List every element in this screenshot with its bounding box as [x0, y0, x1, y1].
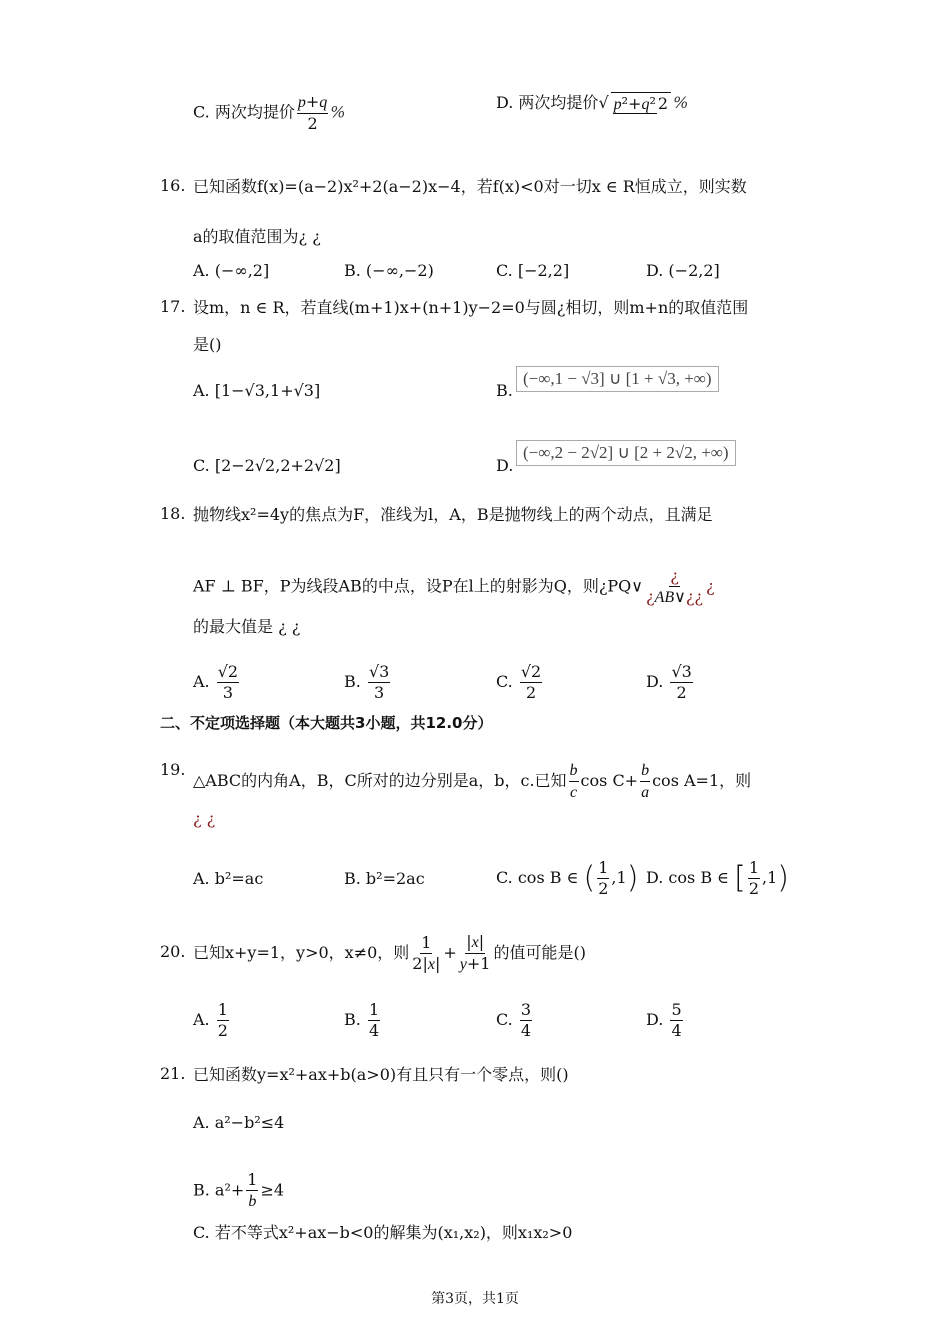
fraction: p²+q² 2: [611, 92, 671, 115]
q18-option-c: [496, 662, 544, 703]
q16-option-d: D. (−2,2]: [646, 261, 720, 280]
q20-option-d: [646, 1000, 685, 1041]
fraction: $\frac{1}{2|x|}$: [412, 932, 441, 973]
q15-option-d-label: D. 两次均提价: [496, 93, 599, 112]
q16-option-c: C. [−2,2]: [496, 261, 570, 280]
q19-number: 19.: [160, 760, 186, 779]
q18-option-c-label: C.: [496, 672, 513, 691]
q21-option-a: A. a²−b²≤4: [193, 1113, 285, 1132]
q17-option-b-formula: (−∞,1 − √3] ∪ [1 + √3, +∞): [516, 366, 719, 392]
fraction: $\frac{√2}{3}$: [217, 662, 239, 702]
section-heading: 二、不定项选择题（本大题共3小题，共12.0分）: [160, 714, 493, 732]
q17-stem-line1: 设m，n ∈ R，若直线(m+1)x+(n+1)y−2=0与圆¿相切，则m+n的取值范围: [193, 298, 749, 317]
q20-stem-text-b: 的值可能是(): [493, 943, 586, 962]
q17-stem-line2: 是(): [193, 335, 222, 354]
q17-option-b-label: B.: [496, 381, 513, 400]
q20-option-b-label: B.: [344, 1010, 361, 1029]
fraction: $\frac{1}{2}$: [598, 858, 609, 898]
fraction: $\frac{p+q}{2}$: [297, 92, 328, 133]
q20-option-b: [344, 1000, 382, 1041]
fraction: $\frac{b}{c}$: [569, 762, 578, 801]
q21-option-b-tail: ≥4: [260, 1180, 285, 1200]
fraction: $\frac{1}{b}$: [247, 1170, 258, 1210]
q16-stem-line2: a的取值范围为¿ ¿: [193, 227, 321, 246]
fraction: $\frac{1}{2}$: [748, 858, 760, 898]
fraction: $\frac{b}{a}$: [641, 762, 650, 801]
q16-number: 16.: [160, 176, 186, 195]
fraction: $\frac{1}{2}$: [217, 1000, 228, 1040]
q18-option-a: [193, 662, 241, 703]
q19-stem-text-b: cos C+: [580, 771, 639, 790]
q17-option-c: C. [2−2√2,2+2√2]: [193, 456, 341, 475]
q18-stem-line1: 抛物线x²=4y的焦点为F，准线为l，A，B是抛物线上的两个动点，且满足: [193, 505, 713, 524]
q17-option-b-image: [516, 366, 719, 392]
q18-number: 18.: [160, 504, 186, 523]
fraction: $\frac{√3}{3}$: [368, 662, 390, 702]
fraction: $\frac{3}{4}$: [520, 1000, 532, 1040]
q15-option-c-label: C. 两次均提价: [193, 102, 295, 122]
q20-option-a-label: A.: [193, 1010, 210, 1029]
q21-stem-line1: 已知函数y=x²+ax+b(a>0)有且只有一个零点，则(): [193, 1065, 569, 1084]
q16-stem-line1: 已知函数f(x)=(a−2)x²+2(a−2)x−4，若f(x)<0对一切x ∈ R恒成立，则实数: [193, 177, 747, 196]
q17-option-d-image: [516, 440, 736, 466]
q20-option-c-label: C.: [496, 1010, 513, 1029]
q20-stem-line1: 已知x+y=1，y>0，x≠0，则 $\frac{1}{2|x|}$ + $\frac{|x|}{y+1}$ 的值可能是(): [193, 932, 586, 973]
q20-number: 20.: [160, 942, 186, 961]
page-footer: 第3页，共1页: [431, 1291, 519, 1307]
q19-option-d: D. cos B ∈ [ $\frac{1}{2}$ ,1): [646, 858, 789, 898]
q21-option-c: C. 若不等式x²+ax−b<0的解集为(x₁,x₂)，则x₁x₂>0: [193, 1223, 573, 1242]
q18-option-b-label: B.: [344, 672, 361, 691]
q18-option-a-label: A.: [193, 672, 210, 691]
q21-option-b-label: B. a²+: [193, 1180, 245, 1200]
q18-stem-line2-text: AF ⊥ BF，P为线段AB的中点，设P在l上的射影为Q，则¿PQ∨: [193, 576, 643, 596]
q17-option-d-label: D.: [496, 456, 514, 475]
q17-number: 17.: [160, 297, 186, 316]
q20-option-a: [193, 1000, 231, 1041]
q19-stem-line2: ¿ ¿: [193, 809, 216, 828]
q17-option-d-formula: (−∞,2 − 2√2] ∪ [2 + 2√2, +∞): [516, 440, 736, 466]
q21-option-b: [193, 1170, 284, 1212]
fraction: $\frac{1}{4}$: [368, 1000, 380, 1040]
q18-option-b: [344, 662, 392, 703]
q19-option-d-label: D. cos B ∈: [646, 868, 730, 887]
q19-option-a: A. b²=ac: [193, 869, 264, 888]
q20-stem-text-a: 已知x+y=1，y>0，x≠0，则: [193, 943, 410, 962]
q19-option-c-label: C. cos B ∈: [496, 868, 579, 887]
fraction: $\frac{5}{4}$: [671, 1000, 682, 1040]
q19-stem-text-c: cos A=1，则: [652, 771, 752, 790]
q16-option-a: A. (−∞,2]: [193, 261, 270, 280]
fraction: $\frac{|x|}{y+1}$: [459, 932, 491, 973]
q16-option-b: B. (−∞,−2): [344, 261, 434, 280]
q17-option-a: A. [1−√3,1+√3]: [193, 381, 321, 400]
fraction: $\frac{√3}{2}$: [671, 662, 692, 702]
fraction: $\frac{√2}{2}$: [520, 662, 542, 702]
q18-option-d-label: D.: [646, 672, 664, 691]
fraction: $\frac{¿}{¿AB\vee¿¿}$: [646, 566, 703, 606]
q21-number: 21.: [160, 1064, 186, 1083]
q20-option-c: [496, 1000, 534, 1041]
q19-option-b: B. b²=2ac: [344, 869, 425, 888]
q18-stem-line3: 的最大值是 ¿ ¿: [193, 617, 301, 636]
q19-stem-text-a: △ABC的内角A，B，C所对的边分别是a，b，c.已知: [193, 771, 567, 790]
q18-option-d: [646, 662, 695, 703]
q15-option-d: D. 两次均提价√ p²+q² 2 %: [496, 93, 689, 113]
q19-option-c: C. cos B ∈ ( $\frac{1}{2}$ ,1): [496, 858, 639, 898]
q18-stem-line2: AF ⊥ BF，P为线段AB的中点，设P在l上的射影为Q，则¿PQ∨ $\frac{¿}{¿AB\vee¿¿}$ ¿: [193, 566, 715, 606]
q20-option-d-label: D.: [646, 1010, 664, 1029]
q19-stem-line1: [193, 760, 751, 803]
q15-option-c: C. 两次均提价 $\frac{p+q}{2}$ %: [193, 92, 346, 133]
